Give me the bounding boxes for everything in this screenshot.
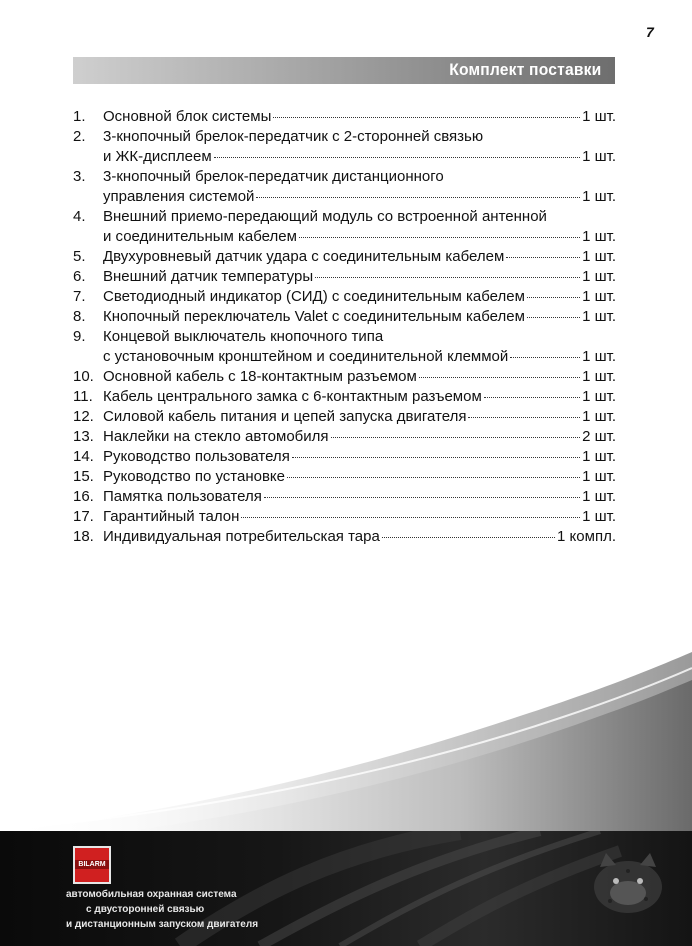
page-number: 7 [646, 24, 654, 40]
item-number: 3. [73, 168, 86, 185]
item-number: 6. [73, 268, 86, 285]
item-quantity: 1 шт. [582, 348, 616, 365]
item-text: управления системой [103, 188, 255, 205]
item-text: Концевой выключатель кнопочного типа [103, 328, 384, 345]
item-text: с установочным кронштейном и соединительной клеммой [103, 348, 509, 365]
leopard-icon [566, 841, 686, 941]
item-text: Индивидуальная потребительская тара [103, 528, 380, 545]
item-number: 16. [73, 488, 94, 505]
item-quantity: 1 шт. [582, 508, 616, 525]
item-number: 5. [73, 248, 86, 265]
item-text: Руководство по установке [103, 468, 285, 485]
slogan-line-3: и дистанционным запуском двигателя [66, 919, 259, 930]
item-text: и соединительным кабелем [103, 228, 297, 245]
item-quantity: 1 шт. [582, 368, 616, 385]
item-number: 2. [73, 128, 86, 145]
item-text: Гарантийный талон [103, 508, 240, 525]
section-title: Комплект поставки [448, 60, 601, 79]
item-number: 15. [73, 468, 94, 485]
item-text: 3-кнопочный брелок-передатчик с 2-сторонней связью [103, 128, 484, 145]
item-quantity: 1 шт. [582, 248, 616, 265]
item-quantity: 1 шт. [582, 188, 616, 205]
item-text: Кабель центрального замка с 6-контактным разъемом [103, 388, 482, 405]
bilarm-logo [73, 846, 111, 884]
item-text: Силовой кабель питания и цепей запуска двигателя [103, 408, 467, 425]
item-text: Двухуровневый датчик удара с соединительным кабелем [103, 248, 505, 265]
item-quantity: 1 компл. [557, 528, 616, 545]
item-text: и ЖК-дисплеем [103, 148, 212, 165]
item-number: 12. [73, 408, 94, 425]
item-text: Внешний датчик температуры [103, 268, 314, 285]
item-text: 3-кнопочный брелок-передатчик дистанционного [103, 168, 444, 185]
item-number: 8. [73, 308, 86, 325]
footer-banner [0, 831, 692, 946]
item-number: 4. [73, 208, 86, 225]
item-quantity: 1 шт. [582, 108, 616, 125]
item-number: 17. [73, 508, 94, 525]
item-number: 1. [73, 108, 86, 125]
item-quantity: 1 шт. [582, 388, 616, 405]
slogan-line-2: с двусторонней связью [86, 904, 205, 915]
item-text: Наклейки на стекло автомобиля [103, 428, 329, 445]
item-number: 10. [73, 368, 94, 385]
item-quantity: 1 шт. [582, 408, 616, 425]
item-text: Кнопочный переключатель Valet с соединительным кабелем [103, 308, 525, 325]
item-quantity: 1 шт. [582, 148, 616, 165]
logo-text: BILARM [75, 860, 109, 869]
item-quantity: 1 шт. [582, 308, 616, 325]
item-number: 11. [73, 388, 93, 405]
item-number: 7. [73, 288, 86, 305]
item-quantity: 1 шт. [582, 288, 616, 305]
item-number: 9. [73, 328, 86, 345]
item-text: Светодиодный индикатор (СИД) с соединительным кабелем [103, 288, 525, 305]
item-text: Внешний приемо-передающий модуль со встроенной антенной [103, 208, 547, 225]
item-number: 14. [73, 448, 94, 465]
item-quantity: 1 шт. [582, 488, 616, 505]
item-text: Руководство пользователя [103, 448, 290, 465]
item-quantity: 1 шт. [582, 268, 616, 285]
item-quantity: 1 шт. [582, 468, 616, 485]
item-quantity: 1 шт. [582, 448, 616, 465]
item-text: Основной кабель с 18-контактным разъемом [103, 368, 417, 385]
footer-slogan [66, 887, 258, 932]
item-text: Памятка пользователя [103, 488, 262, 505]
item-text: Основной блок системы [103, 108, 272, 125]
item-quantity: 2 шт. [582, 428, 616, 445]
item-number: 13. [73, 428, 94, 445]
item-number: 18. [73, 528, 94, 545]
slogan-line-1: автомобильная охранная система [66, 889, 237, 900]
item-quantity: 1 шт. [582, 228, 616, 245]
